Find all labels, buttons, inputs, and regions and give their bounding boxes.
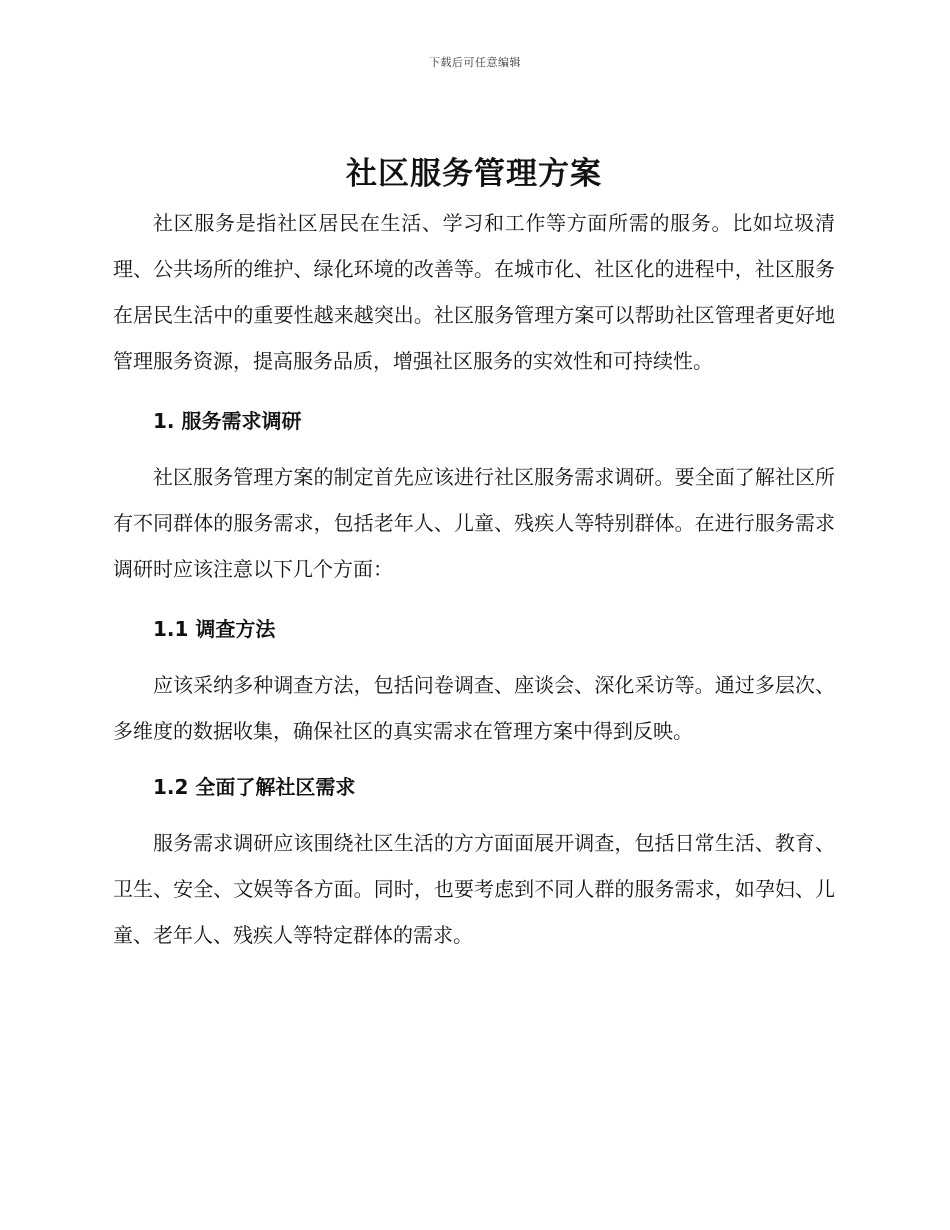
intro-paragraph: 社区服务是指社区居民在生活、学习和工作等方面所需的服务。比如垃圾清理、公共场所的维护、绿化环境的改善等。在城市化、社区化的进程中，社区服务在居民生活中的重要性越来越突出。社区服务管理方案可以帮助社区管理者更好地管理服务资源，提高服务品质，增强社区服务的实效性和可持续性。 [113,211,835,373]
spacer [113,592,835,606]
section-1-1-paragraph: 应该采纳多种调查方法，包括问卷调查、座谈会、深化采访等。通过多层次、多维度的数据收集，确保社区的真实需求在管理方案中得到反映。 [113,673,835,743]
header-note: 下载后可任意编辑 [429,56,521,69]
section-1-2-paragraph: 服务需求调研应该围绕社区生活的方方面面展开调查，包括日常生活、教育、卫生、安全、文娱等各方面。同时，也要考虑到不同人群的服务需求，如孕妇、儿童、老年人、残疾人等特定群体的需求。 [113,831,835,947]
section-heading-1: 1. 服务需求调研 [153,409,302,433]
document-title: 社区服务管理方案 [346,156,602,192]
section-heading-1-1: 1.1 调查方法 [153,617,276,641]
section-heading-1-2: 1.2 全面了解社区需求 [153,775,356,799]
document-body [113,148,835,958]
spacer [113,754,835,764]
spacer [113,810,835,820]
spacer [113,444,835,454]
section-1-paragraph: 社区服务管理方案的制定首先应该进行社区服务需求调研。要全面了解社区所有不同群体的服务需求，包括老年人、儿童、残疾人等特别群体。在进行服务需求调研时应该注意以下几个方面： [113,465,835,581]
spacer [113,384,835,398]
spacer [113,652,835,662]
